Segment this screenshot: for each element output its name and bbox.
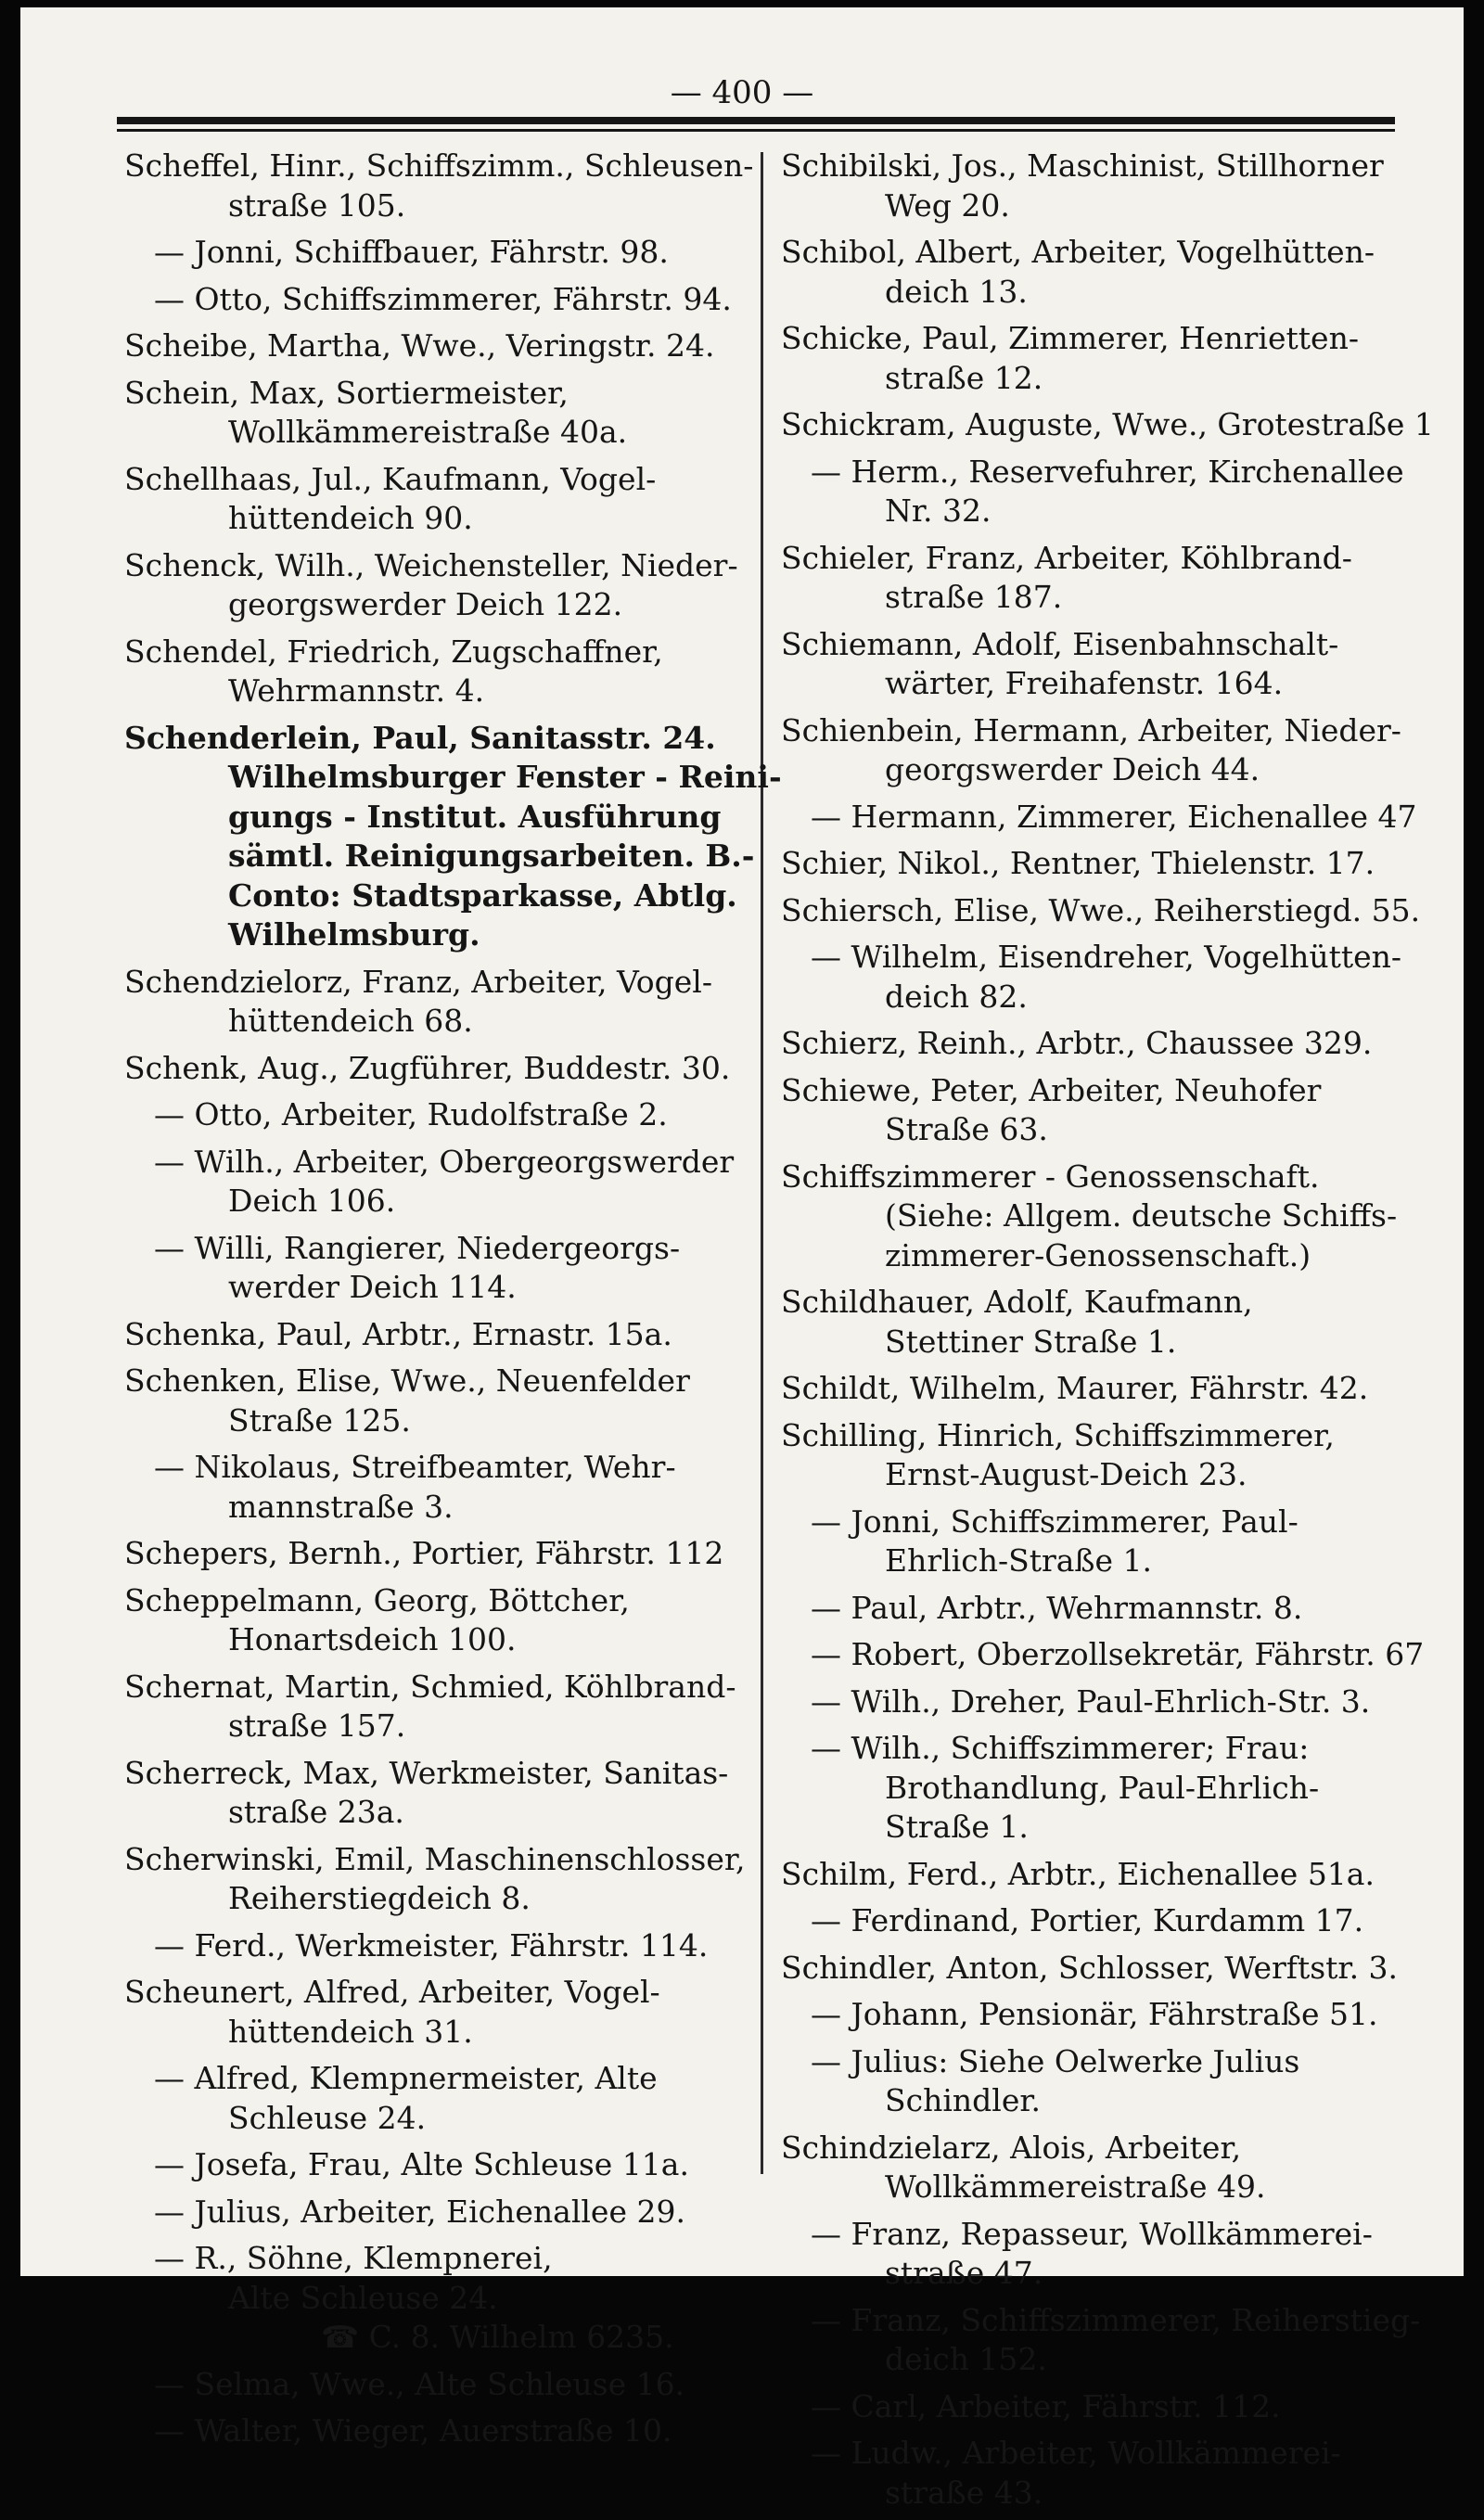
directory-entry-schildt: Schildt, Wilhelm, Maurer, Fährstr. 42. <box>781 1370 1369 1406</box>
directory-entry-r: — R., Söhne, Klempnerei, Alte Schleuse 24. ☎ C. 8. Wilhelm 6235. <box>124 2239 748 2358</box>
directory-entry-schiffszimmerer-genossenschaft-siehe-allgem-deutsche-schiffszimmerer-genossenschaft: Schiffszimmerer - Genossenschaft. (Siehe: Allgem. deutsche Schiffs- zimmerer-Genossenschaft.) <box>781 1158 1398 1273</box>
directory-entry-willi: — Willi, Rangierer, Niedergeorgs- werder Deich 114. <box>154 1229 681 1305</box>
directory-entry-carl: — Carl, Arbeiter, Fährstr. 112. <box>811 2387 1281 2424</box>
directory-entry-schicke: Schicke, Paul, Zimmerer, Henrietten- straße 12. <box>781 320 1359 396</box>
directory-entry-schilling: Schilling, Hinrich, Schiffszimmerer, Ernst-August-Deich 23. <box>781 1416 1335 1492</box>
directory-entry-julius: — Julius, Arbeiter, Eichenallee 29. <box>154 2193 685 2230</box>
directory-entry-scheffel: Scheffel, Hinr., Schiffszimm., Schleusen- straße 105. <box>124 147 754 224</box>
directory-entry-scheunert: Scheunert, Alfred, Arbeiter, Vogel- hüttendeich 31. <box>124 1974 660 2050</box>
directory-entry-schibilski: Schibilski, Jos., Maschinist, Stillhorner Weg 20. <box>781 147 1384 224</box>
directory-entry-schendel: Schendel, Friedrich, Zugschaffner, Wehrmannstr. 4. <box>124 633 663 709</box>
telephone-number: ☎ C. 8. Wilhelm 6235. <box>321 2319 674 2355</box>
directory-entry-schein: Schein, Max, Sortiermeister, Wollkämmereistraße 40a. <box>124 374 628 450</box>
directory-page <box>20 7 1464 2511</box>
directory-entry-hermann: — Hermann, Zimmerer, Eichenallee 47 <box>811 798 1417 835</box>
directory-entry-franz: — Franz, Repasseur, Wollkämmerei- straße 47. <box>811 2215 1373 2291</box>
directory-entry-schieler: Schieler, Franz, Arbeiter, Köhlbrand- straße 187. <box>781 539 1352 615</box>
directory-entry-otto: — Otto, Schiffszimmerer, Fährstr. 94. <box>154 280 732 317</box>
directory-entry-schindler: Schindler, Anton, Schlosser, Werftstr. 3. <box>781 1949 1399 1986</box>
directory-entry-schilm: Schilm, Ferd., Arbtr., Eichenallee 51a. <box>781 1855 1375 1892</box>
column-divider <box>761 152 763 2174</box>
directory-entry-jonni: — Jonni, Schiffszimmerer, Paul- Ehrlich-Straße 1. <box>811 1503 1298 1579</box>
left-column <box>124 147 782 2459</box>
directory-entry-schenka: Schenka, Paul, Arbtr., Ernastr. 15a. <box>124 1315 672 1352</box>
directory-entry-scheppelmann: Scheppelmann, Georg, Böttcher, Honartsdeich 100. <box>124 1581 630 1657</box>
directory-entry-herm: — Herm., Reservefuhrer, Kirchenallee Nr. 32. <box>811 453 1404 529</box>
directory-entry-schiewe: Schiewe, Peter, Arbeiter, Neuhofer Straße 63. <box>781 1071 1322 1147</box>
directory-entry-schindzielarz: Schindzielarz, Alois, Arbeiter, Wollkämmereistraße 49. <box>781 2129 1266 2205</box>
directory-entry-josefa: — Josefa, Frau, Alte Schleuse 11a. <box>154 2146 689 2182</box>
directory-entry-schenck: Schenck, Wilh., Weichensteller, Nieder- georgswerder Deich 122. <box>124 546 738 622</box>
directory-entry-otto: — Otto, Arbeiter, Rudolfstraße 2. <box>154 1096 668 1132</box>
directory-entry-johann: — Johann, Pensionär, Fährstraße 51. <box>811 1996 1378 2032</box>
directory-entry-ludw: — Ludw., Arbeiter, Wollkämmerei- straße 43. <box>811 2435 1341 2511</box>
directory-entry-schierz: Schierz, Reinh., Arbtr., Chaussee 329. <box>781 1025 1373 1061</box>
directory-entry-wilh: — Wilh., Schiffszimmerer; Frau: Brothandlung, Paul-Ehrlich- Straße 1. <box>811 1730 1320 1845</box>
directory-entry-schier: Schier, Nikol., Rentner, Thielenstr. 17. <box>781 845 1375 881</box>
directory-entry-schendzielorz: Schendzielorz, Franz, Arbeiter, Vogel- hüttendeich 68. <box>124 963 713 1039</box>
directory-entry-franz: — Franz, Schiffszimmerer, Reiherstieg- deich 152. <box>811 2301 1421 2377</box>
directory-entry-scheibe: Scheibe, Martha, Wwe., Veringstr. 24. <box>124 327 715 364</box>
directory-entry-walter: — Walter, Wieger, Auerstraße 10. <box>154 2412 672 2449</box>
header-rule-thin <box>117 129 1395 132</box>
directory-entry-selma: — Selma, Wwe., Alte Schleuse 16. <box>154 2365 685 2402</box>
directory-entry-jonni: — Jonni, Schiffbauer, Fährstr. 98. <box>154 234 669 270</box>
directory-entry-wilh: — Wilh., Dreher, Paul-Ehrlich-Str. 3. <box>811 1682 1371 1720</box>
directory-entry-schellhaas: Schellhaas, Jul., Kaufmann, Vogel- hüttendeich 90. <box>124 460 657 536</box>
directory-entry-schenderlein: Schenderlein, Paul, Sanitasstr. 24. Wilhelmsburger Fenster - Reini- gungs - Institut. Ausführung sämtl. Reinigungsarbeiten. B.- Conto: Stadtsparkasse, Abtlg. Wilhelmsburg. <box>124 719 782 953</box>
directory-entry-schiemann: Schiemann, Adolf, Eisenbahnschalt- wärter, Freihafenstr. 164. <box>781 625 1339 701</box>
directory-entry-paul: — Paul, Arbtr., Wehrmannstr. 8. <box>811 1589 1303 1626</box>
directory-entry-scherwinski: Scherwinski, Emil, Maschinenschlosser, Reiherstiegdeich 8. <box>124 1840 746 1916</box>
directory-entry-nikolaus: — Nikolaus, Streifbeamter, Wehr- mannstraße 3. <box>154 1449 676 1525</box>
directory-entry-wilhelm: — Wilhelm, Eisendreher, Vogelhütten- deich 82. <box>811 939 1402 1015</box>
directory-entry-ferdinand: — Ferdinand, Portier, Kurdamm 17. <box>811 1902 1364 1938</box>
directory-entry-schildhauer: Schildhauer, Adolf, Kaufmann, Stettiner Straße 1. <box>781 1284 1253 1360</box>
directory-entry-schiersch: Schiersch, Elise, Wwe., Reiherstiegd. 55. <box>781 891 1421 928</box>
directory-entry-schenk: Schenk, Aug., Zugführer, Buddestr. 30. <box>124 1049 731 1086</box>
directory-entry-schibol: Schibol, Albert, Arbeiter, Vogelhütten- deich 13. <box>781 234 1375 310</box>
directory-entry-scherreck: Scherreck, Max, Werkmeister, Sanitas- straße 23a. <box>124 1754 729 1830</box>
directory-entry-alfred: — Alfred, Klempnermeister, Alte Schleuse 24. <box>154 2060 658 2136</box>
right-column <box>781 147 1434 2520</box>
directory-entry-schickram: Schickram, Auguste, Wwe., Grotestraße 1 <box>781 406 1434 442</box>
directory-entry-robert: — Robert, Oberzollsekretär, Fährstr. 67 <box>811 1636 1425 1672</box>
directory-entry-wilh: — Wilh., Arbeiter, Obergeorgswerder Deich 106. <box>154 1143 735 1219</box>
directory-entry-schepers: Schepers, Bernh., Portier, Fährstr. 112 <box>124 1535 724 1571</box>
directory-entry-schernat: Schernat, Martin, Schmied, Köhlbrand- straße 157. <box>124 1668 736 1744</box>
header-rule-thick <box>117 117 1395 124</box>
directory-entry-schenken: Schenken, Elise, Wwe., Neuenfelder Straße 125. <box>124 1362 690 1439</box>
page-number: — 400 — <box>670 74 814 111</box>
directory-entry-ferd: — Ferd., Werkmeister, Fährstr. 114. <box>154 1926 709 1964</box>
directory-entry-julius-siehe-oelwerke-julius-schindler: — Julius: Siehe Oelwerke Julius Schindler. <box>811 2042 1300 2118</box>
directory-entry-schienbein: Schienbein, Hermann, Arbeiter, Nieder- georgswerder Deich 44. <box>781 711 1401 787</box>
